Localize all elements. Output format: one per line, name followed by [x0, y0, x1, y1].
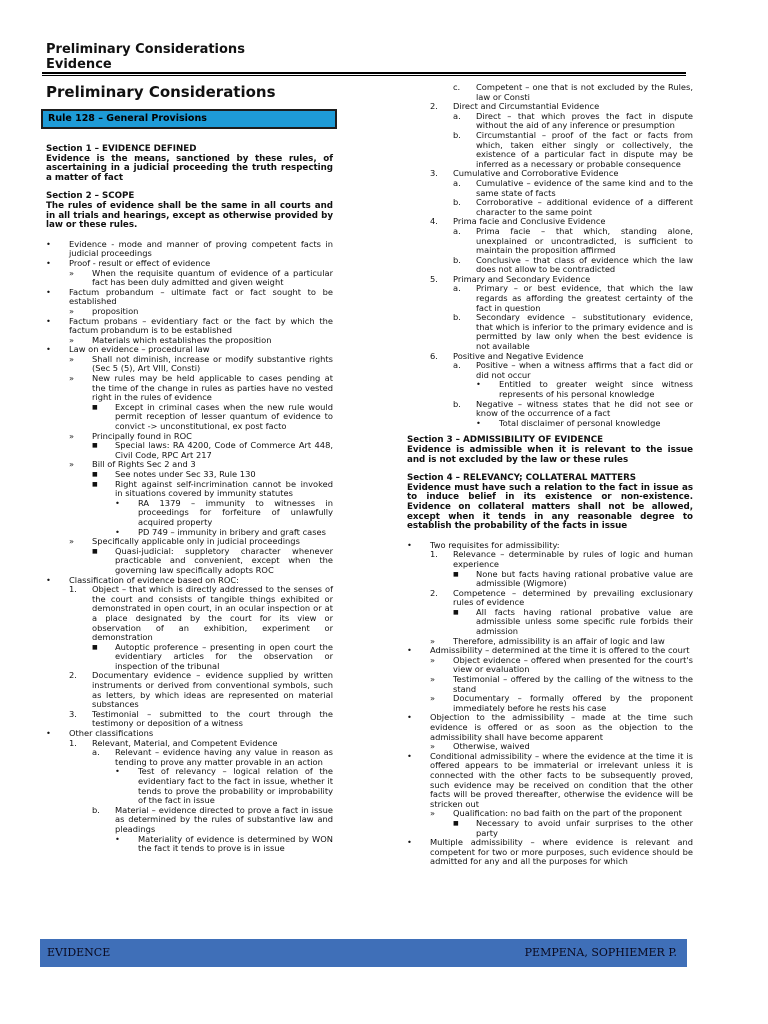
list-marker: • — [476, 379, 481, 390]
list-item-text: Principally found in ROC — [92, 430, 192, 441]
list-item-text: Factum probandum – ultimate fact or fact sought to be established — [69, 286, 333, 307]
list-item — [407, 550, 693, 569]
list-marker: a. — [453, 110, 461, 121]
list-item — [46, 288, 333, 307]
list-marker: » — [430, 654, 436, 665]
list-item — [407, 419, 693, 429]
list-item-text: proposition — [92, 305, 139, 316]
list-marker: ■ — [92, 403, 98, 411]
list-item-text: Entitled to greater weight since witness represents of his personal knowledge — [499, 379, 693, 399]
list-marker: 6. — [430, 350, 438, 361]
list-marker: a. — [453, 360, 461, 371]
list-marker: » — [69, 353, 75, 364]
list-marker: a. — [453, 177, 461, 188]
list-item-text: Conclusive – that class of evidence which the law does not allow to be contradicted — [476, 254, 693, 275]
list-item-text: Direct and Circumstantial Evidence — [453, 101, 600, 112]
list-item-text: Conditional admissibility – where the evidence at the time it is offered appears to be immaterial or irrelevant unless it is connected with the other facts to be subsequently proved, such evidence may be received on condition that the other facts will be proved thereafter, otherwise the evidence will be stricken out — [430, 750, 693, 809]
page-footer — [40, 939, 687, 967]
section-2-heading: Section 2 – SCOPE — [46, 191, 135, 202]
list-item — [46, 374, 333, 403]
list-item — [46, 355, 333, 374]
list-item — [407, 112, 693, 131]
list-marker: a. — [92, 747, 100, 758]
header-subtitle: Evidence — [46, 57, 112, 72]
list-marker: ■ — [92, 547, 98, 555]
running-header — [46, 42, 245, 72]
list-marker: ■ — [453, 608, 459, 616]
list-marker: b. — [92, 804, 100, 815]
list-marker: 5. — [430, 273, 438, 284]
list-item — [46, 547, 333, 576]
list-item — [46, 480, 333, 499]
list-item — [407, 608, 693, 637]
list-item — [407, 589, 693, 608]
list-item — [407, 819, 693, 838]
list-item-text: Competent – one that is not excluded by the Rules, law or Consti — [476, 82, 693, 102]
list-item — [407, 179, 693, 198]
list-item-text: Negative – witness states that he did not see or know of the occurrence of a fact — [476, 398, 693, 419]
footer-author: PEMPENA, SOPHIEMER P. — [524, 946, 677, 959]
list-marker: c. — [453, 82, 461, 92]
list-item-text: Primary – or best evidence, that which the law regards as affording the greatest certainty of the fact in question — [476, 283, 693, 313]
right-outline-list-bottom — [407, 541, 693, 867]
list-marker: ■ — [92, 471, 98, 478]
list-marker: » — [69, 305, 75, 316]
list-marker: • — [46, 315, 51, 326]
list-item — [46, 710, 333, 729]
list-item — [407, 694, 693, 713]
list-item-text: Relevance – determinable by rules of logic and human experience — [453, 549, 693, 569]
list-item — [46, 499, 333, 528]
list-item-text: Quasi-judicial: suppletory character whenever practicable and convenient, except when the governing law specifically adopts ROC — [115, 545, 333, 575]
list-item — [407, 570, 693, 589]
list-item-text: Testimonial – offered by the calling of the witness to the stand — [453, 674, 693, 694]
list-item-text: PD 749 – immunity in bribery and graft cases — [138, 526, 326, 537]
list-item-text: See notes under Sec 33, Rule 130 — [115, 469, 256, 479]
list-marker: » — [430, 808, 436, 819]
list-item — [46, 240, 333, 259]
list-item-text: Necessary to avoid unfair surprises to the other party — [476, 817, 693, 838]
list-item — [407, 83, 693, 102]
list-marker: 3. — [69, 708, 77, 719]
list-marker: 4. — [430, 216, 438, 227]
list-marker: ■ — [92, 643, 98, 651]
list-item-text: Direct – that which proves the fact in dispute without the aid of any inference or presumption — [476, 110, 693, 131]
list-item — [407, 256, 693, 275]
list-item-text: Evidence - mode and manner of proving competent facts in judicial proceedings — [69, 238, 333, 259]
header-rule-thin — [42, 75, 686, 76]
list-item-text: Prima facie – that which, standing alone, unexplained or uncontradicted, is sufficient to maintain the proposition affirmed — [476, 225, 693, 256]
rule-heading-box: Rule 128 – General Provisions — [41, 109, 337, 129]
list-item — [407, 675, 693, 694]
list-marker: 3. — [430, 168, 438, 179]
list-marker: • — [407, 750, 412, 761]
list-marker: » — [430, 635, 436, 646]
list-item-text: Otherwise, waived — [453, 741, 530, 752]
list-item-text: Special laws: RA 4200, Code of Commerce Art 448, Civil Code, RPC Art 217 — [115, 440, 333, 460]
list-marker: • — [46, 286, 51, 297]
section-3-heading: Section 3 – ADMISSIBILITY OF EVIDENCE — [407, 435, 604, 446]
list-item-text: Competence – determined by prevailing exclusionary rules of evidence — [453, 587, 693, 608]
list-item-text: Secondary evidence – substitutionary evidence, that which is inferior to the primary evidence and is permitted by law only when the best evidence is not available — [476, 312, 693, 352]
list-marker: • — [46, 728, 51, 739]
list-item-text: New rules may be held applicable to cases pending at the time of the change in rules as parties have no vested right in the rules of evidence — [92, 373, 333, 403]
list-item — [46, 748, 333, 767]
list-item-text: Autoptic proference – presenting in open court the evidentiary articles for the observation or inspection of the tribunal — [115, 641, 333, 671]
list-item-text: Right against self-incrimination cannot be invoked in situations covered by immunity statutes — [115, 478, 333, 499]
list-marker: » — [69, 373, 75, 384]
footer-subject: EVIDENCE — [47, 946, 111, 959]
list-item-text: Proof - result or effect of evidence — [69, 257, 211, 268]
list-item-text: Classification of evidence based on ROC: — [69, 574, 239, 585]
list-item — [46, 585, 333, 643]
list-item-text: Documentary – formally offered by the proponent immediately before he rests his case — [453, 693, 693, 713]
list-item — [46, 767, 333, 805]
list-marker: b. — [453, 129, 461, 140]
list-item-text: Prima facie and Conclusive Evidence — [453, 216, 606, 227]
list-item — [407, 752, 693, 810]
list-item-text: Specifically applicable only in judicial proceedings — [92, 536, 300, 547]
list-item-text: Object evidence – offered when presented for the court's view or evaluation — [453, 654, 693, 675]
list-item-text: Materials which establishes the proposition — [92, 334, 272, 345]
list-item — [407, 361, 693, 380]
list-item — [407, 227, 693, 256]
list-marker: » — [430, 674, 436, 685]
list-marker: ■ — [92, 442, 98, 450]
list-item-text: Multiple admissibility – where evidence is relevant and competent for two or more purposes, such evidence should be admitted for any and all the purposes for which — [430, 837, 693, 867]
list-marker: b. — [453, 197, 461, 208]
list-item-text: Qualification: no bad faith on the part of the proponent — [453, 808, 682, 819]
list-item-text: Testimonial – submitted to the court through the testimony or deposition of a witness — [92, 708, 333, 729]
list-item-text: Documentary evidence – evidence supplied by written instruments or derived from conventional symbols, such as letters, by which ideas are represented on material substances — [92, 670, 333, 710]
list-item — [46, 671, 333, 709]
list-marker: b. — [453, 398, 461, 409]
list-item — [407, 713, 693, 742]
right-column — [407, 83, 693, 867]
list-marker: 1. — [69, 737, 77, 748]
list-marker: • — [115, 497, 120, 508]
list-item — [407, 380, 693, 399]
section-1-body: Evidence is the means, sanctioned by these rules, of ascertaining in a judicial proceeding the truth respecting a matter of fact — [46, 153, 333, 183]
list-marker: 2. — [430, 587, 438, 598]
section-4-body: Evidence must have such a relation to the fact in issue as to induce belief in its existence or non-existence. Evidence on collateral matters shall not be allowed, except when it tends in any reasonable degree to establish the probability of the facts in issue — [407, 482, 693, 532]
list-item-text: Positive – when a witness affirms that a fact did or did not occur — [476, 360, 693, 380]
list-marker: 1. — [430, 549, 438, 560]
list-item-text: Two requisites for admissibility: — [430, 539, 560, 550]
list-item — [46, 317, 333, 336]
list-marker: » — [430, 693, 436, 704]
list-marker: • — [46, 238, 51, 249]
list-item — [46, 643, 333, 672]
list-item-text: Admissibility – determined at the time it is offered to the court — [430, 645, 690, 656]
list-item-text: Law on evidence – procedural law — [69, 344, 210, 355]
list-marker: • — [407, 645, 412, 656]
section-2-body: The rules of evidence shall be the same in all courts and in all trials and hearings, except as otherwise provided by law or these rules. — [46, 200, 333, 231]
list-item-text: Test of relevancy – logical relation of the evidentiary fact to the fact in issue, whether it tends to prove the probability or improbability of the fact in issue — [138, 766, 333, 806]
list-marker: ■ — [453, 819, 459, 827]
list-item — [407, 313, 693, 351]
list-item-text: Other classifications — [69, 728, 154, 739]
list-marker: » — [430, 741, 436, 752]
header-title: Preliminary Considerations — [46, 42, 245, 57]
list-marker: » — [69, 536, 75, 547]
list-marker: a. — [453, 225, 461, 236]
list-item-text: RA 1379 – immunity to witnesses in proceedings for forfeiture of unlawfully acquired property — [138, 497, 333, 527]
list-item-text: Factum probans – evidentiary fact or the fact by which the factum probandum is to be established — [69, 315, 333, 336]
list-item-text: Cumulative – evidence of the same kind and to the same state of facts — [476, 177, 693, 198]
list-item-text: Materiality of evidence is determined by WON the fact it tends to prove is in issue — [138, 833, 333, 854]
list-item — [407, 131, 693, 169]
section-4-heading: Section 4 – RELEVANCY; COLLATERAL MATTERS — [407, 473, 637, 484]
list-item-text: None but facts having rational probative value are admissible (Wigmore) — [476, 568, 693, 589]
list-marker: • — [46, 344, 51, 355]
list-item — [407, 838, 693, 867]
list-marker: b. — [453, 312, 461, 323]
list-marker: ■ — [92, 480, 98, 488]
list-item-text: Positive and Negative Evidence — [453, 350, 584, 361]
list-marker: » — [69, 267, 75, 278]
section-3-body: Evidence is admissible when it is relevant to the issue and is not excluded by the law or these rules — [407, 444, 693, 465]
list-marker: » — [69, 430, 75, 441]
list-item-text: Total disclaimer of personal knowledge — [499, 417, 661, 428]
list-item-text: When the requisite quantum of evidence of a particular fact has been duly admitted and given weight — [92, 267, 333, 288]
list-marker: • — [407, 539, 412, 550]
list-item-text: Circumstantial – proof of the fact or facts from which, taken either singly or collectively, the existence of a particular fact in dispute may be inferred as a necessary or probable consequence — [476, 129, 693, 169]
list-item — [407, 656, 693, 675]
list-item-text: Relevant, Material, and Competent Evidence — [92, 737, 278, 748]
list-item-text: Bill of Rights Sec 2 and 3 — [92, 459, 196, 470]
list-item-text: Corroborative – additional evidence of a different character to the same point — [476, 197, 693, 217]
list-marker: • — [115, 833, 120, 844]
list-item — [46, 269, 333, 288]
list-marker: • — [407, 712, 412, 723]
list-item-text: Shall not diminish, increase or modify substantive rights (Sec 5 (5), Art VIII, Consti) — [92, 353, 333, 374]
list-marker: • — [46, 257, 51, 268]
left-column — [46, 83, 333, 854]
list-marker: 2. — [430, 101, 438, 112]
list-marker: a. — [453, 283, 461, 294]
list-marker: 1. — [69, 584, 77, 595]
list-marker: • — [407, 837, 412, 848]
list-marker: » — [69, 334, 75, 345]
list-marker: • — [115, 526, 120, 537]
list-marker: 2. — [69, 670, 77, 681]
list-item-text: Primary and Secondary Evidence — [453, 273, 591, 284]
list-item-text: Except in criminal cases when the new rule would permit reception of lesser quantum of evidence to convict -> unconstitutional, ex post facto — [115, 401, 333, 432]
page-title: Preliminary Considerations — [46, 83, 276, 101]
left-outline-list — [46, 240, 333, 854]
list-marker: • — [476, 417, 481, 428]
list-item — [46, 806, 333, 835]
list-item — [46, 835, 333, 854]
list-item — [46, 403, 333, 432]
list-marker: • — [115, 766, 120, 777]
list-marker: » — [69, 459, 75, 470]
list-item-text: Therefore, admissibility is an affair of logic and law — [453, 635, 665, 646]
list-item-text: Material – evidence directed to prove a fact in issue as determined by the rules of substantive law and pleadings — [115, 804, 333, 834]
header-rule-thick — [42, 72, 686, 74]
right-outline-list-top — [407, 83, 693, 428]
list-item — [407, 198, 693, 217]
section-1-heading: Section 1 – EVIDENCE DEFINED — [46, 144, 197, 154]
list-marker: ■ — [453, 570, 459, 578]
list-marker: b. — [453, 254, 461, 265]
list-marker: • — [46, 574, 51, 585]
list-item-text: All facts having rational probative value are admissible unless some specific rule forbids their admission — [476, 606, 693, 637]
list-item — [407, 400, 693, 419]
list-item-text: Relevant – evidence having any value in reason as tending to prove any matter provable in an action — [115, 747, 333, 767]
list-item — [407, 284, 693, 313]
list-item-text: Object – that which is directly addressed to the senses of the court and consists of tangible things exhibited or demonstrated in open court, in an ocular inspection or at a place designated by the court for its view or observation of an exhibition, experiment or demonstration — [92, 584, 333, 643]
list-item-text: Cumulative and Corroborative Evidence — [453, 168, 619, 179]
list-item — [46, 441, 333, 460]
list-item-text: Objection to the admissibility – made at the time such evidence is offered or as soon as the objection to the admissibility shall have become apparent — [430, 712, 693, 742]
